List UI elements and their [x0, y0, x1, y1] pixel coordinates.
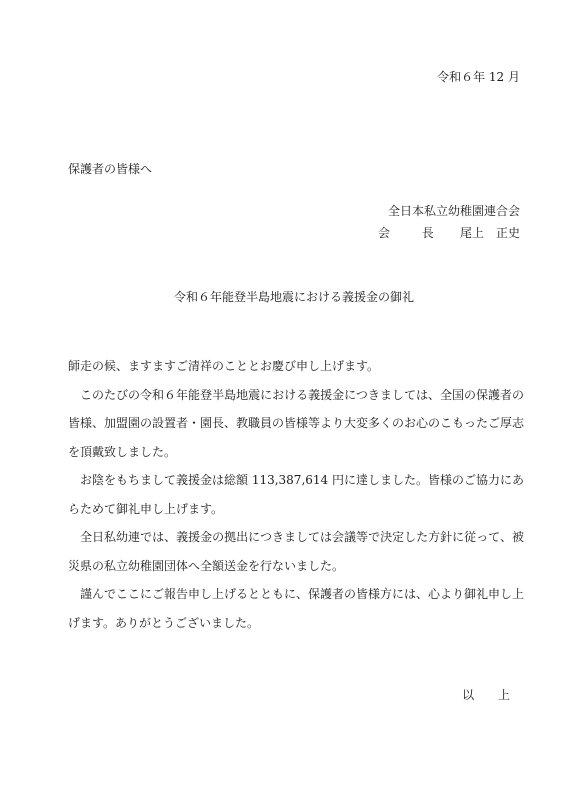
body-paragraph: このたびの令和６年能登半島地震における義援金につきましては、全国の保護者の皆様、加盟園の設置者・園長、教職員の皆様等より大変多くのお心のこもったご厚志を頂戴致しました。 [68, 387, 525, 459]
sender-organization: 全日本私立幼稚園連合会 [387, 204, 520, 218]
body-paragraph: お陰をもちまして義援金は総額 113,387,614 円に達しました。皆様のご協力にあらためて御礼申し上げます。 [68, 473, 524, 516]
body-greeting: 師走の候、ますますご清祥のこととお慶び申し上げます。 [68, 359, 380, 373]
letter-sender [378, 200, 520, 244]
letter-date: 令和６年 12 月 [437, 70, 520, 84]
letter-subject: 令和６年能登半島地震における義援金の御礼 [173, 290, 414, 304]
body-paragraph: 謹んでここにご報告申し上げるとともに、保護者の皆様方には、心より御礼申し上げます。ありがとうございました。 [68, 587, 525, 630]
letter-body [68, 352, 524, 637]
body-paragraph: 全日私幼連では、義援金の拠出につきましては会議等で決定した方針に従って、被災県の私立幼稚園団体へ全額送金を行ないました。 [68, 530, 524, 573]
letter-closing: 以 上 [462, 688, 520, 702]
sender-signature [378, 222, 520, 244]
sender-role: 会 長 [377, 226, 448, 240]
sender-name: 尾上 正史 [459, 226, 520, 240]
letter-recipient: 保護者の皆様へ [68, 162, 153, 176]
